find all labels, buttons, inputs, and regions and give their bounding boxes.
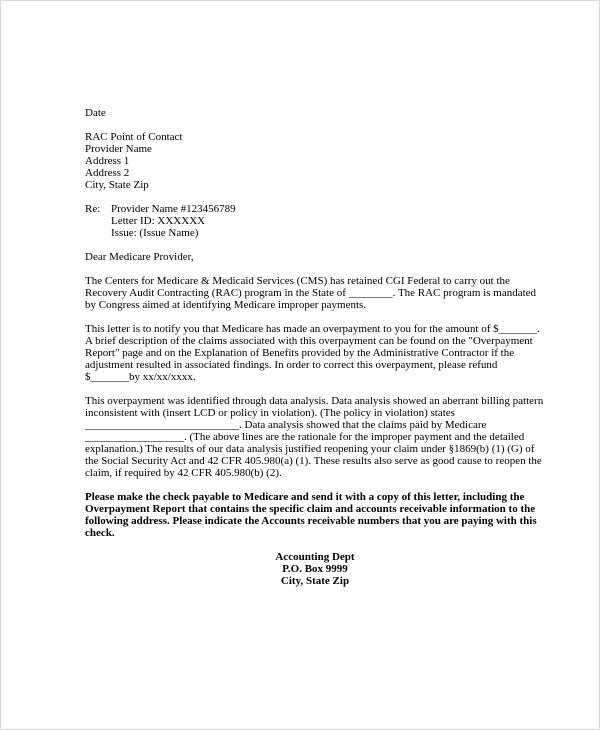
remit-address-block xyxy=(85,551,545,587)
paragraph-line: explanation.) The results of our data analysis justified reopening your claim under §1869(b) (1) (G) of xyxy=(85,443,535,455)
paragraph-line: claim, if required by 42 CFR 405.980(b) (2). xyxy=(85,467,282,479)
paragraph-line: $_______by xx/xx/xxxx. xyxy=(85,371,196,383)
re-line: Provider Name #123456789 xyxy=(111,203,236,215)
re-label: Re: xyxy=(85,203,101,215)
re-line: Issue: (Issue Name) xyxy=(111,227,199,239)
recipient-line: City, State Zip xyxy=(85,179,149,191)
paragraph-line: This overpayment was identified through data analysis. Data analysis showed an aberrant billing pattern xyxy=(85,395,544,407)
remit-address-line: P.O. Box 9999 xyxy=(282,563,348,575)
recipient-line: Address 1 xyxy=(85,155,130,167)
remit-address-line: City, State Zip xyxy=(280,575,350,587)
paragraph-line: Report" page and on the Explanation of Benefits provided by the Administrative Contractor if the xyxy=(85,347,515,359)
paragraph-line: adjustment resulted in associated findings. In order to correct this overpayment, please refund xyxy=(85,359,498,371)
remit-address-line: Accounting Dept xyxy=(275,551,355,563)
paragraph-line: ____________________________. Data analysis showed that the claims paid by Medicare xyxy=(85,419,487,431)
recipient-line: RAC Point of Contact xyxy=(85,131,183,143)
recipient-line: Address 2 xyxy=(85,167,130,179)
paragraph-line: __________________. (The above lines are the rationale for the improper payment and the detailed xyxy=(85,431,525,443)
paragraph-line: check. xyxy=(85,527,115,539)
paragraph-line: This letter is to notify you that Medicare has made an overpayment to you for the amount of $_______. xyxy=(85,323,540,335)
paragraph-line: following address. Please indicate the Accounts receivable numbers that you are paying with this xyxy=(85,515,537,527)
paragraph-line: The Centers for Medicare & Medicaid Services (CMS) has retained CGI Federal to carry out the xyxy=(85,275,510,287)
paragraph-overpayment-notice xyxy=(85,323,545,383)
paragraph-data-analysis xyxy=(85,395,545,479)
paragraph-cms-intro xyxy=(85,275,545,311)
recipient-block xyxy=(85,131,545,191)
paragraph-line: Please make the check payable to Medicare and send it with a copy of this letter, including the xyxy=(85,491,525,503)
paragraph-payment-instructions xyxy=(85,491,545,539)
paragraph-line: the Social Security Act and 42 CFR 405.980(a) (1). These results also serve as good cause to reopen the xyxy=(85,455,542,467)
re-block xyxy=(85,203,545,239)
letter-body xyxy=(85,107,545,587)
salutation: Dear Medicare Provider, xyxy=(85,251,194,263)
paragraph-line: Recovery Audit Contracting (RAC) program in the State of ________. The RAC program is mandated xyxy=(85,287,537,299)
paragraph-line: inconsistent with (insert LCD or policy in violation). (The policy in violation) states xyxy=(85,407,455,419)
date-line: Date xyxy=(85,107,106,119)
paragraph-line: A brief description of the claims associated with this overpayment can be found on the "Overpayment xyxy=(85,335,533,347)
recipient-line: Provider Name xyxy=(85,143,152,155)
paragraph-line: by Congress aimed at identifying Medicare improper payments. xyxy=(85,299,367,311)
re-line: Letter ID: XXXXXX xyxy=(111,215,206,227)
paragraph-line: Overpayment Report that contains the specific claim and accounts receivable information to the xyxy=(85,503,536,515)
